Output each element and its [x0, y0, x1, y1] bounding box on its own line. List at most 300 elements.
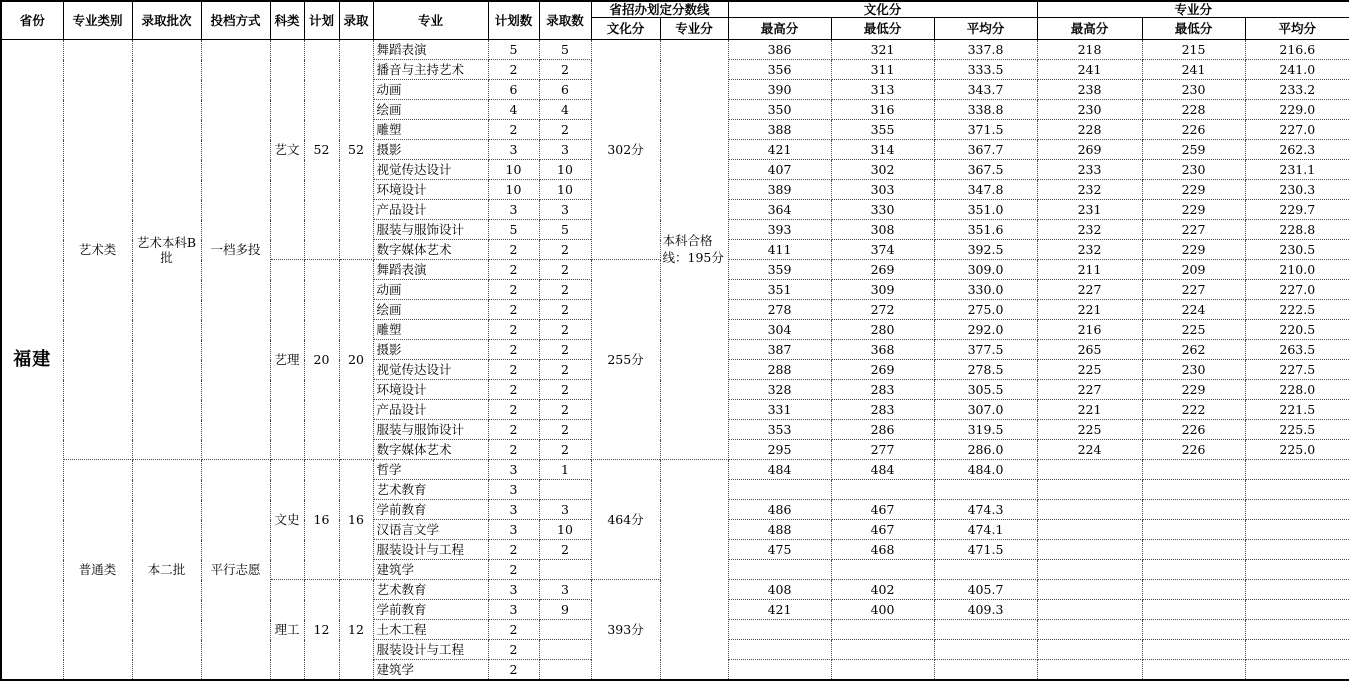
- culture-avg-cell: 292.0: [934, 320, 1037, 340]
- major-cell: 舞蹈表演: [373, 260, 488, 280]
- plan-count-cell: 5: [488, 220, 539, 240]
- professional-min-cell: 224: [1142, 300, 1245, 320]
- culture-max-cell: 389: [728, 180, 831, 200]
- culture-score-line-cell: 302分: [591, 40, 660, 260]
- subject-cell: 艺文: [270, 40, 304, 260]
- culture-min-cell: 283: [831, 400, 934, 420]
- admit-count-cell: 9: [539, 600, 591, 620]
- header-province: 省份: [1, 1, 63, 40]
- admit-count-cell: 2: [539, 400, 591, 420]
- culture-avg-cell: 409.3: [934, 600, 1037, 620]
- professional-avg-cell: 222.5: [1245, 300, 1349, 320]
- professional-max-cell: 232: [1037, 220, 1142, 240]
- professional-avg-cell: 227.0: [1245, 120, 1349, 140]
- plan-count-cell: 3: [488, 520, 539, 540]
- culture-max-cell: 278: [728, 300, 831, 320]
- culture-min-cell: 308: [831, 220, 934, 240]
- subject-admit-cell: 12: [339, 580, 373, 681]
- culture-avg-cell: 367.5: [934, 160, 1037, 180]
- professional-avg-cell: [1245, 580, 1349, 600]
- culture-max-cell: 390: [728, 80, 831, 100]
- professional-max-cell: 230: [1037, 100, 1142, 120]
- admit-count-cell: 4: [539, 100, 591, 120]
- professional-max-cell: 232: [1037, 240, 1142, 260]
- culture-min-cell: 309: [831, 280, 934, 300]
- professional-max-cell: 225: [1037, 360, 1142, 380]
- admit-count-cell: [539, 560, 591, 580]
- admit-count-cell: 2: [539, 120, 591, 140]
- plan-count-cell: 5: [488, 40, 539, 60]
- culture-min-cell: [831, 620, 934, 640]
- table-row: [1, 40, 1349, 60]
- header-major-group: 专业分: [1037, 1, 1349, 18]
- province-cell: 福建: [1, 40, 63, 681]
- plan-count-cell: 2: [488, 640, 539, 660]
- culture-min-cell: 313: [831, 80, 934, 100]
- professional-min-cell: [1142, 620, 1245, 640]
- major-cell: 绘画: [373, 300, 488, 320]
- culture-score-line-cell: 255分: [591, 260, 660, 460]
- culture-min-cell: 311: [831, 60, 934, 80]
- plan-count-cell: 2: [488, 380, 539, 400]
- professional-min-cell: [1142, 460, 1245, 480]
- header-culture-min: 最低分: [831, 18, 934, 40]
- professional-max-cell: [1037, 540, 1142, 560]
- professional-max-cell: [1037, 520, 1142, 540]
- subject-admit-cell: 16: [339, 460, 373, 580]
- culture-min-cell: [831, 660, 934, 681]
- professional-avg-cell: 241.0: [1245, 60, 1349, 80]
- header-culture-avg: 平均分: [934, 18, 1037, 40]
- major-cell: 数字媒体艺术: [373, 440, 488, 460]
- culture-avg-cell: 484.0: [934, 460, 1037, 480]
- batch-cell: 艺术本科B批: [132, 40, 201, 460]
- professional-max-cell: 241: [1037, 60, 1142, 80]
- subject-admit-cell: 52: [339, 40, 373, 260]
- culture-avg-cell: 305.5: [934, 380, 1037, 400]
- professional-min-cell: 259: [1142, 140, 1245, 160]
- professional-max-cell: 233: [1037, 160, 1142, 180]
- major-cell: 服装设计与工程: [373, 640, 488, 660]
- professional-max-cell: [1037, 620, 1142, 640]
- professional-max-cell: 231: [1037, 200, 1142, 220]
- plan-count-cell: 2: [488, 660, 539, 681]
- admit-count-cell: 3: [539, 500, 591, 520]
- professional-min-cell: [1142, 660, 1245, 681]
- plan-count-cell: 2: [488, 240, 539, 260]
- culture-max-cell: 350: [728, 100, 831, 120]
- plan-count-cell: 3: [488, 140, 539, 160]
- admit-count-cell: 2: [539, 340, 591, 360]
- culture-min-cell: [831, 560, 934, 580]
- admit-count-cell: [539, 620, 591, 640]
- professional-min-cell: 226: [1142, 120, 1245, 140]
- header-subject: 科类: [270, 1, 304, 40]
- major-cell: 服装与服饰设计: [373, 420, 488, 440]
- professional-max-cell: 216: [1037, 320, 1142, 340]
- professional-min-cell: 241: [1142, 60, 1245, 80]
- culture-max-cell: 387: [728, 340, 831, 360]
- admit-count-cell: 10: [539, 160, 591, 180]
- professional-min-cell: [1142, 520, 1245, 540]
- major-cell: 数字媒体艺术: [373, 240, 488, 260]
- major-cell: 学前教育: [373, 600, 488, 620]
- culture-avg-cell: 343.7: [934, 80, 1037, 100]
- header-score-line-group: 省招办划定分数线: [591, 1, 728, 18]
- culture-avg-cell: 347.8: [934, 180, 1037, 200]
- admit-count-cell: 2: [539, 320, 591, 340]
- professional-min-cell: [1142, 580, 1245, 600]
- plan-count-cell: 2: [488, 320, 539, 340]
- professional-avg-cell: 233.2: [1245, 80, 1349, 100]
- subject-cell: 艺理: [270, 260, 304, 460]
- plan-count-cell: 2: [488, 420, 539, 440]
- plan-count-cell: 3: [488, 600, 539, 620]
- major-cell: 汉语言文学: [373, 520, 488, 540]
- culture-max-cell: 304: [728, 320, 831, 340]
- professional-avg-cell: [1245, 480, 1349, 500]
- culture-max-cell: 408: [728, 580, 831, 600]
- plan-count-cell: 2: [488, 620, 539, 640]
- professional-min-cell: [1142, 600, 1245, 620]
- professional-min-cell: 229: [1142, 180, 1245, 200]
- major-cell: 动画: [373, 80, 488, 100]
- header-score-line-culture: 文化分: [591, 18, 660, 40]
- culture-min-cell: 467: [831, 500, 934, 520]
- culture-avg-cell: 278.5: [934, 360, 1037, 380]
- plan-count-cell: 2: [488, 60, 539, 80]
- plan-count-cell: 3: [488, 200, 539, 220]
- plan-count-cell: 2: [488, 400, 539, 420]
- culture-min-cell: 272: [831, 300, 934, 320]
- admit-count-cell: 5: [539, 40, 591, 60]
- major-cell: 学前教育: [373, 500, 488, 520]
- culture-max-cell: 488: [728, 520, 831, 540]
- admit-count-cell: 3: [539, 140, 591, 160]
- culture-max-cell: [728, 620, 831, 640]
- method-cell: 平行志愿: [201, 460, 270, 681]
- subject-plan-cell: 20: [304, 260, 339, 460]
- culture-min-cell: 468: [831, 540, 934, 560]
- culture-avg-cell: [934, 640, 1037, 660]
- culture-avg-cell: [934, 620, 1037, 640]
- header-method: 投档方式: [201, 1, 270, 40]
- professional-avg-cell: 225.0: [1245, 440, 1349, 460]
- professional-min-cell: 230: [1142, 360, 1245, 380]
- culture-max-cell: 475: [728, 540, 831, 560]
- plan-count-cell: 3: [488, 580, 539, 600]
- professional-min-cell: [1142, 500, 1245, 520]
- admit-count-cell: 2: [539, 240, 591, 260]
- culture-max-cell: 421: [728, 140, 831, 160]
- culture-max-cell: [728, 560, 831, 580]
- professional-avg-cell: 229.0: [1245, 100, 1349, 120]
- professional-min-cell: 230: [1142, 160, 1245, 180]
- professional-avg-cell: [1245, 500, 1349, 520]
- professional-min-cell: 227: [1142, 280, 1245, 300]
- culture-min-cell: 277: [831, 440, 934, 460]
- professional-avg-cell: [1245, 600, 1349, 620]
- culture-max-cell: 484: [728, 460, 831, 480]
- culture-min-cell: 283: [831, 380, 934, 400]
- major-score-line-cell: 本科合格线：195分: [660, 40, 728, 460]
- professional-min-cell: 226: [1142, 440, 1245, 460]
- culture-max-cell: 421: [728, 600, 831, 620]
- culture-max-cell: 295: [728, 440, 831, 460]
- professional-min-cell: 225: [1142, 320, 1245, 340]
- major-cell: 舞蹈表演: [373, 40, 488, 60]
- culture-max-cell: 328: [728, 380, 831, 400]
- subject-plan-cell: 16: [304, 460, 339, 580]
- professional-max-cell: 232: [1037, 180, 1142, 200]
- professional-max-cell: 265: [1037, 340, 1142, 360]
- culture-avg-cell: 307.0: [934, 400, 1037, 420]
- professional-max-cell: [1037, 560, 1142, 580]
- culture-max-cell: [728, 480, 831, 500]
- header-major: 专业: [373, 1, 488, 40]
- culture-avg-cell: 286.0: [934, 440, 1037, 460]
- culture-avg-cell: 319.5: [934, 420, 1037, 440]
- culture-min-cell: 302: [831, 160, 934, 180]
- major-cell: 雕塑: [373, 320, 488, 340]
- culture-avg-cell: 309.0: [934, 260, 1037, 280]
- professional-max-cell: [1037, 460, 1142, 480]
- culture-min-cell: 484: [831, 460, 934, 480]
- major-cell: 土木工程: [373, 620, 488, 640]
- header-major-avg: 平均分: [1245, 18, 1349, 40]
- header-batch: 录取批次: [132, 1, 201, 40]
- table-body: [1, 40, 1349, 681]
- culture-avg-cell: 405.7: [934, 580, 1037, 600]
- category-cell: 艺术类: [63, 40, 132, 460]
- method-cell: 一档多投: [201, 40, 270, 460]
- major-cell: 绘画: [373, 100, 488, 120]
- header-plan: 计划: [304, 1, 339, 40]
- plan-count-cell: 3: [488, 460, 539, 480]
- culture-max-cell: 353: [728, 420, 831, 440]
- culture-avg-cell: 471.5: [934, 540, 1037, 560]
- header-category: 专业类别: [63, 1, 132, 40]
- plan-count-cell: 2: [488, 340, 539, 360]
- subject-plan-cell: 52: [304, 40, 339, 260]
- professional-min-cell: 229: [1142, 380, 1245, 400]
- professional-avg-cell: [1245, 520, 1349, 540]
- admit-count-cell: [539, 660, 591, 681]
- professional-avg-cell: [1245, 560, 1349, 580]
- plan-count-cell: 2: [488, 300, 539, 320]
- culture-min-cell: 321: [831, 40, 934, 60]
- professional-avg-cell: 262.3: [1245, 140, 1349, 160]
- professional-avg-cell: 216.6: [1245, 40, 1349, 60]
- header-admit-count: 录取数: [539, 1, 591, 40]
- culture-avg-cell: 337.8: [934, 40, 1037, 60]
- culture-min-cell: [831, 480, 934, 500]
- culture-avg-cell: 371.5: [934, 120, 1037, 140]
- category-cell: 普通类: [63, 460, 132, 681]
- major-cell: 艺术教育: [373, 580, 488, 600]
- culture-max-cell: 386: [728, 40, 831, 60]
- header-major-max: 最高分: [1037, 18, 1142, 40]
- professional-max-cell: 227: [1037, 280, 1142, 300]
- culture-max-cell: 331: [728, 400, 831, 420]
- professional-avg-cell: 229.7: [1245, 200, 1349, 220]
- professional-min-cell: [1142, 540, 1245, 560]
- admit-count-cell: 1: [539, 460, 591, 480]
- professional-avg-cell: 227.0: [1245, 280, 1349, 300]
- culture-min-cell: 400: [831, 600, 934, 620]
- major-cell: 播音与主持艺术: [373, 60, 488, 80]
- admit-count-cell: 2: [539, 300, 591, 320]
- header-culture-group: 文化分: [728, 1, 1037, 18]
- culture-max-cell: 288: [728, 360, 831, 380]
- batch-cell: 本二批: [132, 460, 201, 681]
- admit-count-cell: [539, 640, 591, 660]
- professional-min-cell: 227: [1142, 220, 1245, 240]
- culture-min-cell: 280: [831, 320, 934, 340]
- professional-min-cell: [1142, 480, 1245, 500]
- plan-count-cell: 2: [488, 120, 539, 140]
- culture-min-cell: 269: [831, 260, 934, 280]
- major-cell: 视觉传达设计: [373, 160, 488, 180]
- professional-avg-cell: 230.3: [1245, 180, 1349, 200]
- culture-score-line-cell: 464分: [591, 460, 660, 580]
- culture-min-cell: 303: [831, 180, 934, 200]
- professional-avg-cell: 228.8: [1245, 220, 1349, 240]
- plan-count-cell: 10: [488, 180, 539, 200]
- professional-avg-cell: [1245, 460, 1349, 480]
- major-cell: 艺术教育: [373, 480, 488, 500]
- culture-max-cell: 486: [728, 500, 831, 520]
- plan-count-cell: 2: [488, 560, 539, 580]
- professional-avg-cell: 210.0: [1245, 260, 1349, 280]
- professional-avg-cell: 227.5: [1245, 360, 1349, 380]
- culture-max-cell: 351: [728, 280, 831, 300]
- major-cell: 服装设计与工程: [373, 540, 488, 560]
- professional-min-cell: 215: [1142, 40, 1245, 60]
- professional-min-cell: 222: [1142, 400, 1245, 420]
- major-cell: 动画: [373, 280, 488, 300]
- culture-max-cell: 411: [728, 240, 831, 260]
- admit-count-cell: 2: [539, 360, 591, 380]
- plan-count-cell: 2: [488, 360, 539, 380]
- culture-max-cell: 364: [728, 200, 831, 220]
- major-cell: 环境设计: [373, 380, 488, 400]
- major-cell: 视觉传达设计: [373, 360, 488, 380]
- subject-cell: 文史: [270, 460, 304, 580]
- admit-count-cell: 10: [539, 520, 591, 540]
- professional-max-cell: 225: [1037, 420, 1142, 440]
- professional-avg-cell: 225.5: [1245, 420, 1349, 440]
- culture-avg-cell: 474.3: [934, 500, 1037, 520]
- professional-avg-cell: 220.5: [1245, 320, 1349, 340]
- professional-min-cell: 230: [1142, 80, 1245, 100]
- major-cell: 产品设计: [373, 200, 488, 220]
- professional-max-cell: [1037, 640, 1142, 660]
- professional-max-cell: 238: [1037, 80, 1142, 100]
- culture-min-cell: 330: [831, 200, 934, 220]
- admit-count-cell: 2: [539, 260, 591, 280]
- professional-min-cell: 262: [1142, 340, 1245, 360]
- plan-count-cell: 3: [488, 500, 539, 520]
- professional-max-cell: [1037, 600, 1142, 620]
- professional-avg-cell: 230.5: [1245, 240, 1349, 260]
- culture-min-cell: 467: [831, 520, 934, 540]
- culture-avg-cell: 330.0: [934, 280, 1037, 300]
- header-culture-max: 最高分: [728, 18, 831, 40]
- major-cell: 环境设计: [373, 180, 488, 200]
- professional-max-cell: 227: [1037, 380, 1142, 400]
- professional-min-cell: [1142, 560, 1245, 580]
- professional-max-cell: [1037, 580, 1142, 600]
- culture-avg-cell: 377.5: [934, 340, 1037, 360]
- header-plan-count: 计划数: [488, 1, 539, 40]
- culture-avg-cell: 333.5: [934, 60, 1037, 80]
- plan-count-cell: 4: [488, 100, 539, 120]
- professional-min-cell: 229: [1142, 240, 1245, 260]
- culture-min-cell: [831, 640, 934, 660]
- culture-min-cell: 314: [831, 140, 934, 160]
- professional-max-cell: [1037, 660, 1142, 681]
- culture-avg-cell: 367.7: [934, 140, 1037, 160]
- culture-avg-cell: 275.0: [934, 300, 1037, 320]
- culture-min-cell: 286: [831, 420, 934, 440]
- professional-avg-cell: 231.1: [1245, 160, 1349, 180]
- culture-max-cell: 359: [728, 260, 831, 280]
- professional-max-cell: 211: [1037, 260, 1142, 280]
- professional-min-cell: 226: [1142, 420, 1245, 440]
- plan-count-cell: 10: [488, 160, 539, 180]
- culture-min-cell: 316: [831, 100, 934, 120]
- plan-count-cell: 2: [488, 260, 539, 280]
- major-cell: 哲学: [373, 460, 488, 480]
- professional-min-cell: 209: [1142, 260, 1245, 280]
- admit-count-cell: 2: [539, 420, 591, 440]
- professional-avg-cell: 228.0: [1245, 380, 1349, 400]
- culture-avg-cell: [934, 660, 1037, 681]
- professional-max-cell: [1037, 500, 1142, 520]
- culture-avg-cell: 351.6: [934, 220, 1037, 240]
- culture-max-cell: 356: [728, 60, 831, 80]
- plan-count-cell: 2: [488, 440, 539, 460]
- culture-max-cell: [728, 660, 831, 681]
- table-row: [1, 460, 1349, 480]
- plan-count-cell: 2: [488, 540, 539, 560]
- admit-count-cell: 2: [539, 440, 591, 460]
- professional-max-cell: 269: [1037, 140, 1142, 160]
- culture-max-cell: 388: [728, 120, 831, 140]
- professional-max-cell: 221: [1037, 400, 1142, 420]
- culture-max-cell: 393: [728, 220, 831, 240]
- professional-avg-cell: [1245, 620, 1349, 640]
- culture-min-cell: 402: [831, 580, 934, 600]
- header-major-min: 最低分: [1142, 18, 1245, 40]
- major-cell: 摄影: [373, 140, 488, 160]
- plan-count-cell: 3: [488, 480, 539, 500]
- plan-count-cell: 2: [488, 280, 539, 300]
- professional-max-cell: 221: [1037, 300, 1142, 320]
- culture-avg-cell: [934, 560, 1037, 580]
- major-cell: 服装与服饰设计: [373, 220, 488, 240]
- professional-max-cell: 218: [1037, 40, 1142, 60]
- culture-avg-cell: 392.5: [934, 240, 1037, 260]
- header-score-line-major: 专业分: [660, 18, 728, 40]
- culture-min-cell: 355: [831, 120, 934, 140]
- major-cell: 产品设计: [373, 400, 488, 420]
- professional-avg-cell: 263.5: [1245, 340, 1349, 360]
- major-cell: 雕塑: [373, 120, 488, 140]
- admit-count-cell: 3: [539, 200, 591, 220]
- culture-avg-cell: [934, 480, 1037, 500]
